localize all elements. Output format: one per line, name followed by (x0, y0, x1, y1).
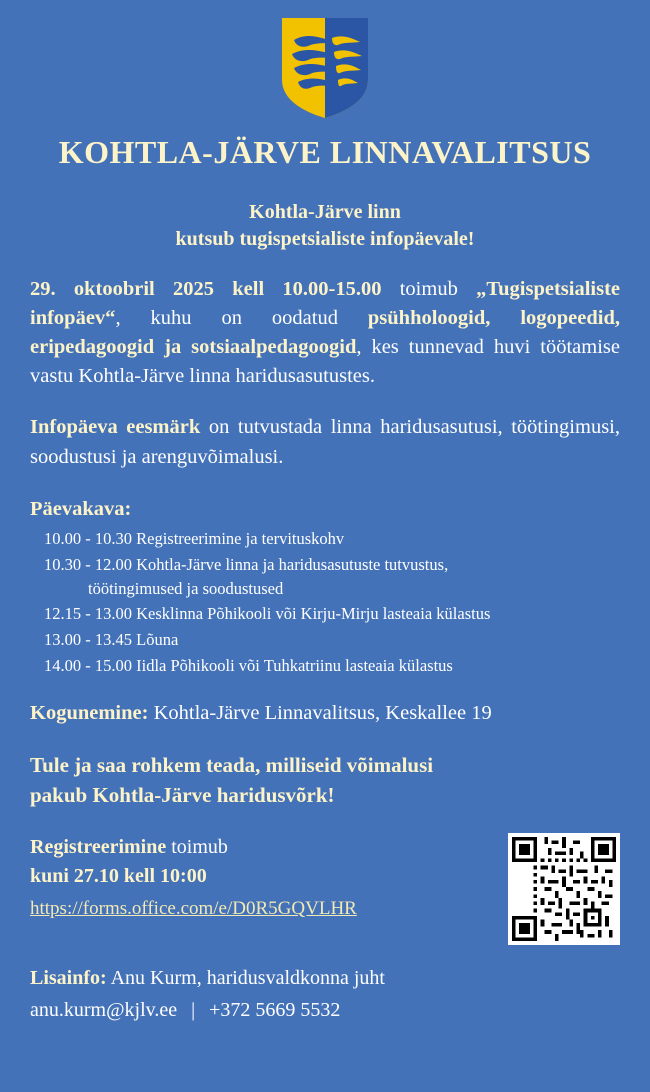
list-item (44, 553, 620, 601)
contact-info (30, 963, 620, 1025)
subheading-line-1: Kohtla-Järve linn (249, 201, 401, 223)
target-audience: psühholoogid, logopeedid, eripedagoogid ja sotsiaalpedagoogid (30, 307, 621, 359)
schedule-text: Lõuna (136, 630, 179, 650)
registration-suffix: toimub (166, 835, 228, 858)
event-datetime: 29. oktoobril 2025 kell 10.00-15.00 (30, 278, 382, 300)
callout (30, 751, 620, 811)
contact-email[interactable]: anu.kurm@kjlv.ee (30, 998, 178, 1021)
paragraph-1-text-1: toimub (381, 278, 477, 300)
page-title: KOHTLA-JÄRVE LINNAVALITSUS (58, 134, 592, 170)
schedule-text: Kohtla-Järve linna ja haridusasutuste tutvustus, (136, 554, 449, 574)
callout-line-2: pakub Kohtla-Järve haridusvõrk! (30, 783, 335, 807)
schedule-time: 10.30 - 12.00 (44, 554, 132, 574)
qr-code-image (512, 837, 616, 941)
registration-line-1 (30, 833, 498, 862)
schedule-text: Registreerimine ja tervituskohv (136, 528, 345, 548)
contact-label: Lisainfo: (30, 966, 107, 989)
schedule-text: Kesklinna Põhikooli või Kirju-Mirju lasteaia külastus (136, 604, 491, 624)
paragraph-goal (30, 413, 620, 471)
gathering-place (30, 702, 620, 725)
paragraph-1-text-3: , kes tunnevad huvi töötamise vastu Kohtla-Järve linna haridusasutustes. (30, 336, 620, 388)
content (0, 275, 650, 1025)
gathering-label: Kogunemine: (30, 702, 149, 725)
contact-line-2 (30, 995, 620, 1025)
contact-name: Anu Kurm, haridusvaldkonna juht (106, 966, 385, 989)
crest-container (0, 0, 650, 118)
subheading (0, 199, 650, 253)
callout-line-1: Tule ja saa rohkem teada, milliseid võimalusi (30, 753, 434, 778)
event-name: „Tugispetsialiste infopäev“ (30, 278, 620, 330)
list-item (44, 527, 620, 551)
registration-link[interactable]: https://forms.office.com/e/D0R5GQVLHR (30, 897, 357, 919)
goal-label: Infopäeva eesmärk (30, 416, 201, 439)
contact-phone: +372 5669 5532 (209, 998, 341, 1021)
schedule-text: Iidla Põhikooli või Tuhkatriinu lasteaia külastus (136, 656, 453, 676)
registration-label: Registreerimine (30, 835, 167, 858)
schedule-time: 10.00 - 10.30 (44, 528, 132, 548)
list-item (44, 654, 620, 678)
schedule-list (44, 527, 620, 679)
coat-of-arms-icon (282, 18, 368, 118)
paragraph-event-details (30, 275, 620, 391)
contact-separator: | (191, 998, 196, 1021)
schedule-title: Päevakava: (30, 497, 132, 520)
schedule-text-continued: töötingimused ja soodustused (88, 578, 284, 598)
paragraph-1-text-2: , kuhu on oodatud (115, 307, 368, 330)
gathering-value: Kohtla-Järve Linnavalitsus, Keskallee 19 (148, 702, 492, 725)
contact-line-1 (30, 963, 620, 993)
schedule-time: 14.00 - 15.00 (44, 656, 132, 676)
goal-text: on tutvustada linna haridusasutusi, töötingimusi, soodustusi ja arenguvõimalusi. (30, 416, 620, 468)
registration-text (30, 833, 508, 923)
subheading-line-2: kutsub tugispetsialiste infopäevale! (175, 228, 475, 250)
registration-deadline: kuni 27.10 kell 10:00 (30, 864, 207, 887)
schedule-time: 12.15 - 13.00 (44, 604, 132, 624)
qr-code[interactable] (508, 833, 620, 945)
list-item (44, 628, 620, 652)
schedule-time: 13.00 - 13.45 (44, 630, 132, 650)
list-item (44, 602, 620, 626)
registration-block (30, 833, 620, 945)
